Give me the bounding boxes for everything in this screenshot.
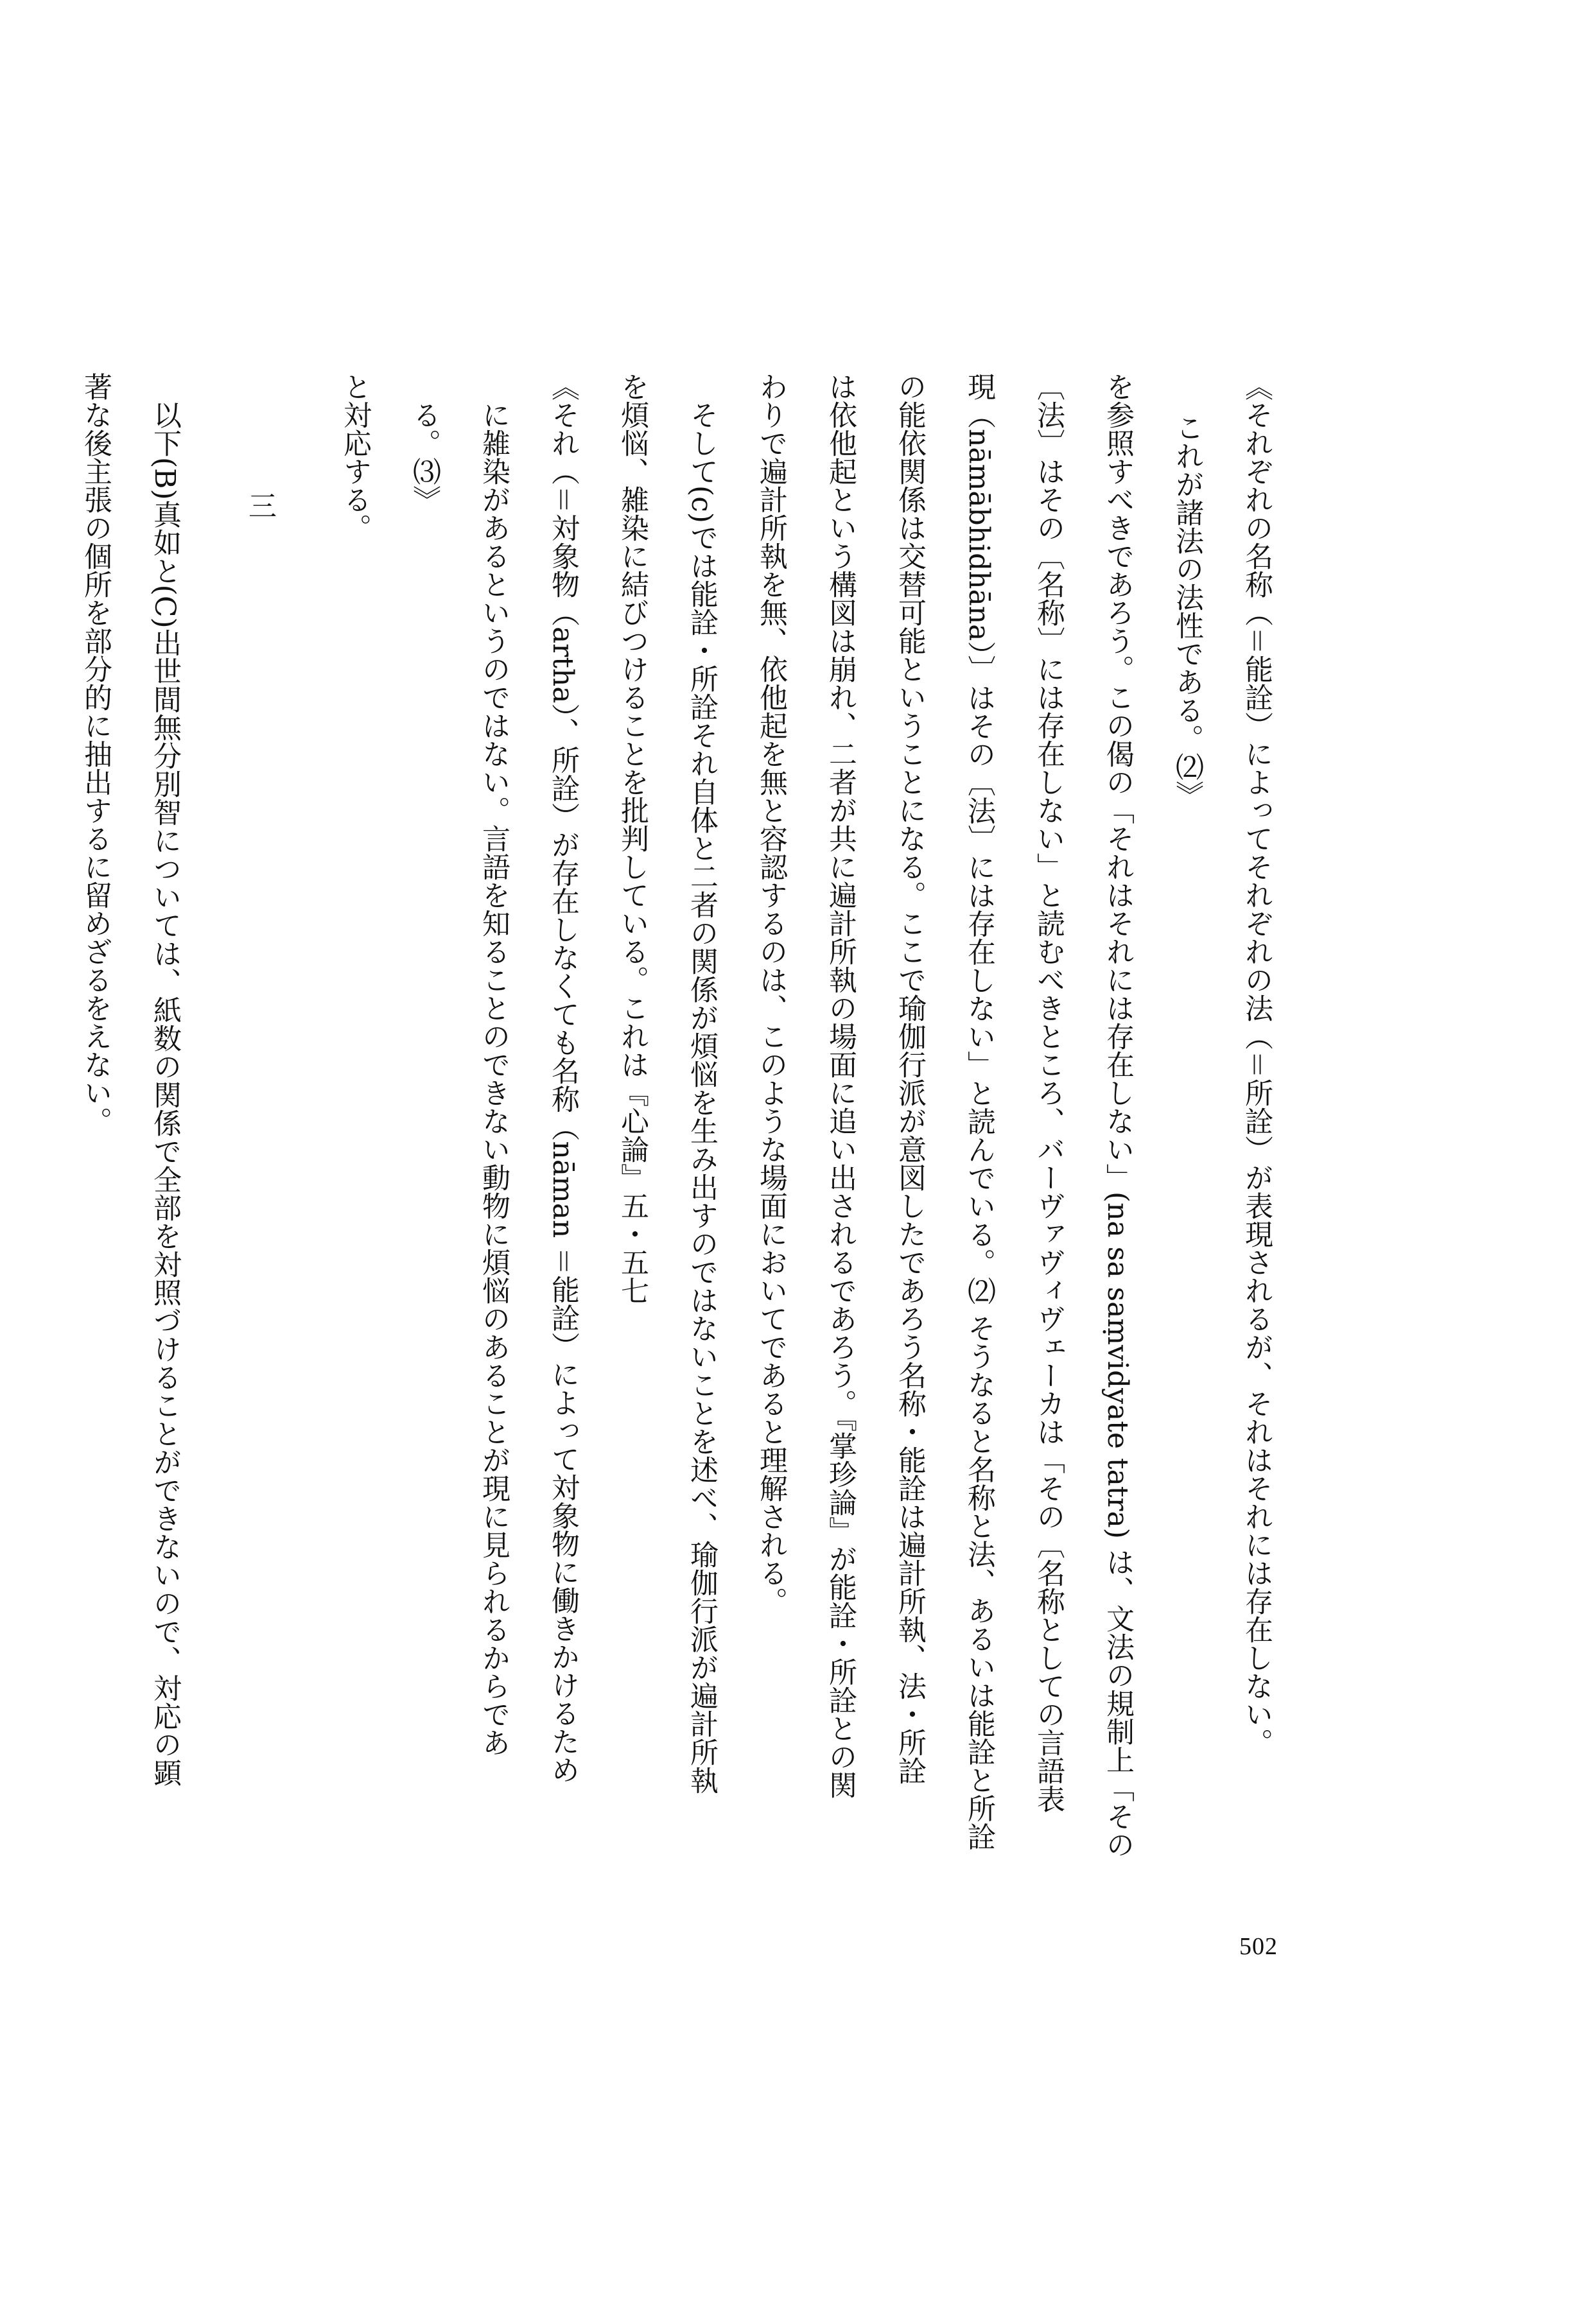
vertical-text-body	[60, 372, 1291, 1977]
body-line-2: 〔法〕はその〔名称〕には存在しない」と読むべきところ、バーヴァヴィヴェーカは「その〔名称としての言語表	[1032, 372, 1065, 1813]
section-line-2: 著な後主張の個所を部分的に抽出するに留めざるをえない。	[79, 372, 112, 1135]
body-line-7: そして(c)では能詮・所詮それ自体と二者の関係が煩悩を生み出すのではないことを述べ、瑜伽行派が遍計所執	[685, 401, 718, 1794]
body-line-1: を参照すべきであろう。この偈の「それはそれには存在しない」(na sa saṃvidyate tatra) は、文法の規制上「その	[1101, 372, 1134, 1859]
page-number: 502	[1239, 1933, 1278, 1960]
section-heading: 三	[243, 491, 276, 519]
quote-line-2: これが諸法の法性である。⑵》	[1171, 413, 1203, 809]
body-line-4: の能依関係は交替可能ということになる。ここで瑜伽行派が意図したであろう名称・能詮は遍計所執、法・所詮	[893, 372, 926, 1785]
body-line-3: 現（nāmābhidhāna）〕はその〔法〕には存在しない」と読んでいる。⑵ そうなると名称と法、あるいは能詮と所詮	[963, 372, 995, 1851]
body-line-8: を煩悩、雑染に結びつけることを批判している。これは『心論』五・五七	[616, 372, 649, 1305]
quote-line-5: る。⑶》	[408, 401, 440, 514]
quote-line-3: 《それ（＝対象物（artha）、所詮）が存在しなくても名称（nāman ＝能詮）によって対象物に働きかけるため	[546, 372, 579, 1784]
body-line-5: は依他起という構図は崩れ、二者が共に遍計所執の場面に追い出されるであろう。『掌珍論』が能詮・所詮との関	[824, 372, 857, 1799]
section-line-1: 以下(B)真如と(C)出世間無分別智については、紙数の関係で全部を対照づけることができないので、対応の顕	[148, 401, 181, 1787]
body-line-9: と対応する。	[338, 372, 371, 542]
body-line-6: わりで遍計所執を無、依他起を無と容認するのは、このような場面においてであると理解される。	[754, 372, 787, 1615]
quote-line-1: 《それぞれの名称（＝能詮）によってそれぞれの法（＝所詮）が表現されるが、それはそれには存在しない。	[1240, 372, 1273, 1756]
quote-line-4: に雑染があるというのではない。言語を知ることのできない動物に煩悩のあることが現に見られるからであ	[477, 401, 510, 1756]
